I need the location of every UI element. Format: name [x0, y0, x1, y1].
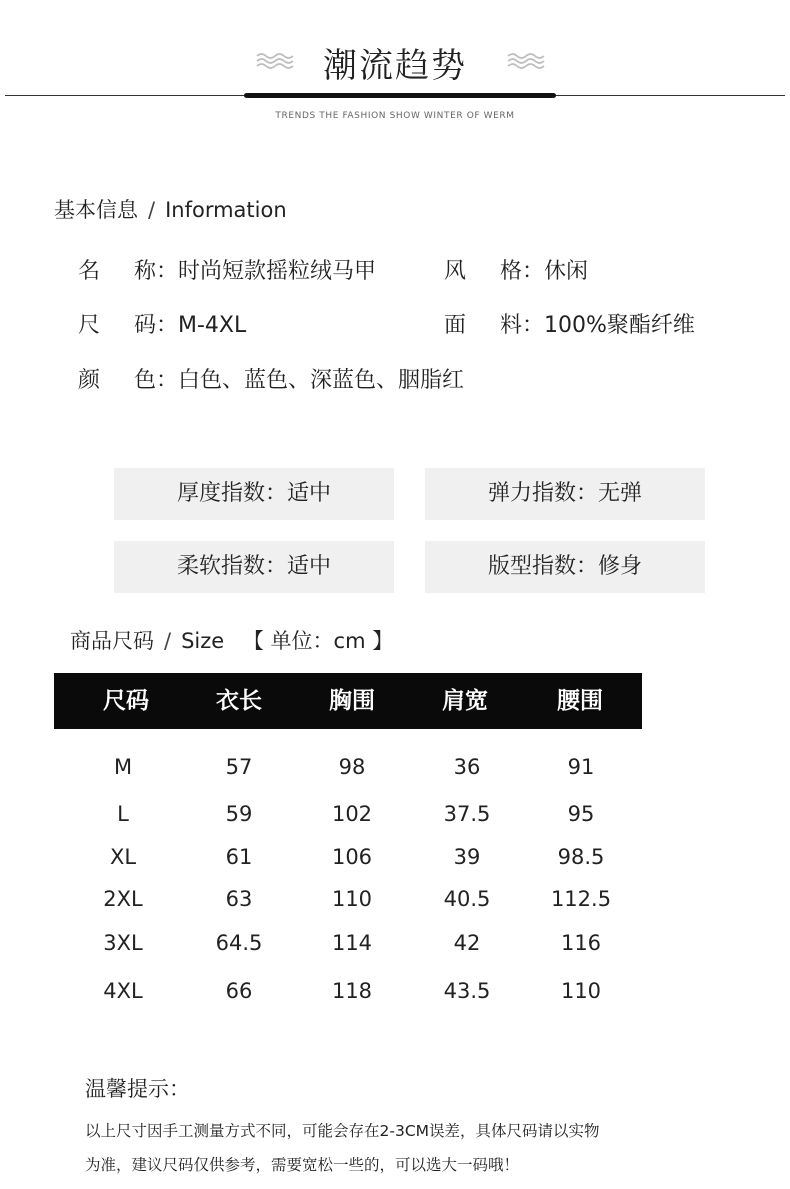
table-cell: 110 [560, 979, 602, 1003]
info-value: 休闲 [544, 259, 589, 284]
softness-index-box: 柔软指数：适中 [114, 541, 394, 593]
table-header-length: 衣长 [216, 688, 262, 714]
table-cell: M [113, 755, 133, 779]
table-row [0, 755, 790, 781]
info-label: 面 [444, 313, 467, 338]
basic-info-heading-en: Information [165, 198, 287, 222]
wave-decoration-icon [506, 50, 546, 72]
info-row-name [78, 254, 376, 285]
size-heading [70, 625, 393, 655]
table-cell: 95 [567, 802, 595, 826]
heading-separator: / [164, 629, 172, 653]
table-cell: 37.5 [443, 802, 491, 826]
basic-info-heading-cn: 基本信息 [54, 198, 138, 222]
size-unit-note: 【 单位：cm 】 [242, 629, 394, 653]
info-label: 格 [500, 259, 523, 284]
table-cell: 36 [453, 755, 481, 779]
info-value: 时尚短款摇粒绒马甲 [178, 259, 377, 284]
info-colon: ： [156, 313, 179, 338]
elasticity-index-box: 弹力指数：无弹 [425, 468, 705, 520]
table-header-waist: 腰围 [557, 688, 603, 714]
info-label: 颜 [78, 368, 101, 393]
info-value: 100%聚酯纤维 [544, 313, 695, 338]
info-value: 白色、蓝色、深蓝色、胭脂红 [178, 368, 465, 393]
table-cell: 64.5 [215, 931, 263, 955]
thickness-index-box: 厚度指数：适中 [114, 468, 394, 520]
info-label: 称 [134, 259, 157, 284]
info-colon: ： [156, 259, 179, 284]
table-row [0, 887, 790, 913]
info-row-style [444, 254, 588, 285]
info-label: 码 [134, 313, 157, 338]
table-row [0, 845, 790, 871]
table-cell: 110 [331, 887, 373, 911]
table-row [0, 802, 790, 828]
table-row [0, 931, 790, 957]
info-value: M-4XL [178, 313, 247, 338]
info-colon: ： [156, 368, 179, 393]
info-row-material [444, 308, 695, 339]
basic-info-heading [54, 194, 287, 224]
table-cell: 57 [225, 755, 253, 779]
table-cell: 66 [225, 979, 253, 1003]
fit-index-box: 版型指数：修身 [425, 541, 705, 593]
heading-separator: / [148, 198, 156, 222]
table-cell: 63 [225, 887, 253, 911]
table-cell: 3XL [103, 931, 143, 955]
table-cell: 98.5 [557, 845, 605, 869]
info-colon: ： [522, 313, 545, 338]
table-header-shoulder: 肩宽 [442, 688, 488, 714]
tips-line: 以上尺寸因手工测量方式不同，可能会存在2-3CM误差，具体尺码请以实物 [85, 1122, 600, 1140]
table-cell: 2XL [103, 887, 143, 911]
size-heading-cn: 商品尺码 [70, 629, 154, 653]
tips-line: 为准，建议尺码仅供参考，需要宽松一些的，可以选大一码哦！ [85, 1156, 520, 1174]
wave-decoration-icon [255, 50, 295, 72]
table-header-size: 尺码 [103, 688, 149, 714]
table-cell: 102 [331, 802, 373, 826]
table-cell: 106 [331, 845, 373, 869]
table-cell: L [117, 802, 129, 826]
table-cell: 42 [453, 931, 481, 955]
info-label: 名 [78, 259, 101, 284]
table-cell: 59 [225, 802, 253, 826]
table-cell: 98 [338, 755, 366, 779]
header-divider-line [5, 95, 247, 96]
table-cell: 114 [331, 931, 373, 955]
info-row-color [78, 363, 464, 394]
info-colon: ： [522, 259, 545, 284]
size-heading-en: Size [181, 629, 225, 653]
page-subtitle: TRENDS THE FASHION SHOW WINTER OF WERM [275, 111, 515, 121]
table-row [0, 979, 790, 1005]
table-cell: 91 [567, 755, 595, 779]
table-cell: 43.5 [443, 979, 491, 1003]
info-label: 料 [500, 313, 523, 338]
table-cell: 39 [453, 845, 481, 869]
header-divider-dot [244, 93, 249, 98]
tips-body [85, 1114, 775, 1182]
header-divider-dot [551, 93, 556, 98]
table-cell: 40.5 [443, 887, 491, 911]
info-label: 尺 [78, 313, 101, 338]
table-cell: 61 [225, 845, 253, 869]
page-title: 潮流趋势 [323, 46, 467, 86]
tips-title: 温馨提示： [85, 1077, 190, 1101]
table-cell: 116 [560, 931, 602, 955]
header-divider-line [553, 95, 785, 96]
table-cell: 118 [331, 979, 373, 1003]
table-header-chest: 胸围 [329, 688, 375, 714]
table-cell: 4XL [103, 979, 143, 1003]
info-label: 风 [444, 259, 467, 284]
table-cell: 112.5 [550, 887, 612, 911]
header-divider-bar [247, 93, 553, 98]
info-label: 色 [134, 368, 157, 393]
table-cell: XL [109, 845, 137, 869]
info-row-size [78, 308, 246, 339]
